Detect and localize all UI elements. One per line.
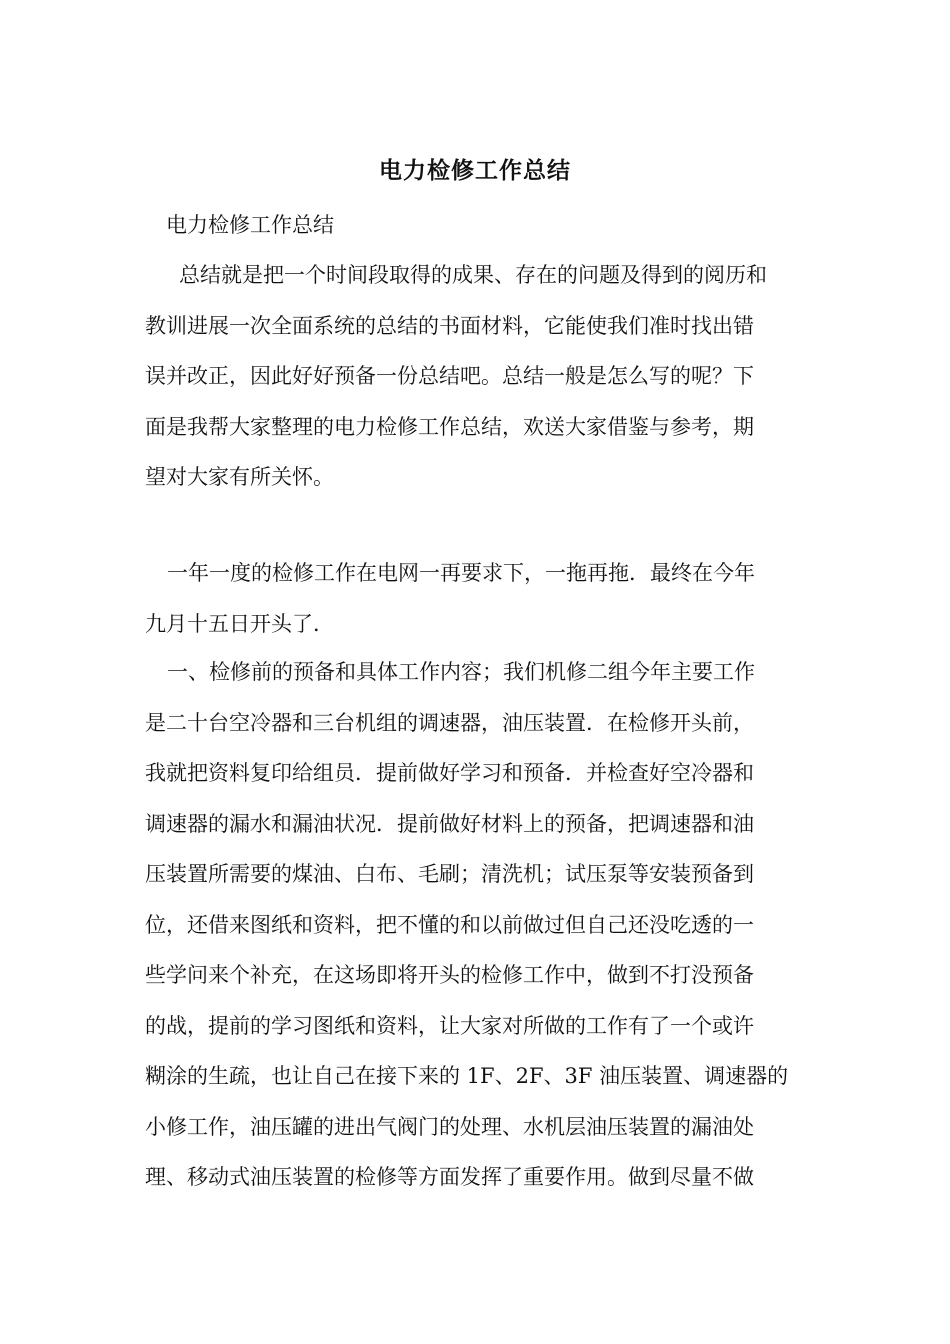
text-line: 小修工作，油压罐的进出气阀门的处理、水机层油压装置的漏油处 [145,1114,754,1139]
paragraph-start [145,548,805,649]
text-line: 九月十五日开头了． [145,611,334,636]
text-line: 面是我帮大家整理的电力检修工作总结，欢送大家借鉴与参考，期 [145,414,754,439]
document-subtitle: 电力检修工作总结 [166,213,334,237]
text-line: 压装置所需要的煤油、白布、毛刷；清洗机；试压泵等安装预备到 [145,862,754,886]
text-line: 调速器的漏水和漏油状况．提前做好材料上的预备，把调速器和油 [145,811,754,836]
text-line: 一年一度的检修工作在电网一再要求下，一拖再拖．最终在今年 [167,561,755,585]
text-line: 总结就是把一个时间段取得的成果、存在的问题及得到的阅历和 [179,263,767,287]
text-line: 位，还借来图纸和资料，把不懂的和以前做过但自己还没吃透的一 [145,912,754,937]
text-line: 的战，提前的学习图纸和资料，让大家对所做的工作有了一个或许 [145,1013,754,1038]
text-line: 教训进展一次全面系统的总结的书面材料，它能使我们准时找出错 [145,313,754,338]
text-line: 望对大家有所关怀。 [145,465,334,489]
text-line: 理、移动式油压装置的检修等方面发挥了重要作用。做到尽量不做 [145,1165,754,1189]
text-line: 误并改正，因此好好预备一份总结吧。总结一般是怎么写的呢？下 [145,364,754,388]
paragraph-preparation [145,647,805,1203]
document-title: 电力检修工作总结 [379,157,571,184]
text-line: 些学问来个补充，在这场即将开头的检修工作中，做到不打没预备 [145,963,754,987]
text-line: 一、检修前的预备和具体工作内容；我们机修二组今年主要工作 [167,660,755,684]
text-line: 是二十台空冷器和三台机组的调速器，油压装置．在检修开头前， [145,710,754,735]
text-line: 糊涂的生疏，也让自己在接下来的 1F、2F、3F 油压装置、调速器的 [145,1064,789,1088]
text-line: 我就把资料复印给组员．提前做好学习和预备．并检查好空冷器和 [145,761,754,785]
paragraph-intro [145,250,805,503]
